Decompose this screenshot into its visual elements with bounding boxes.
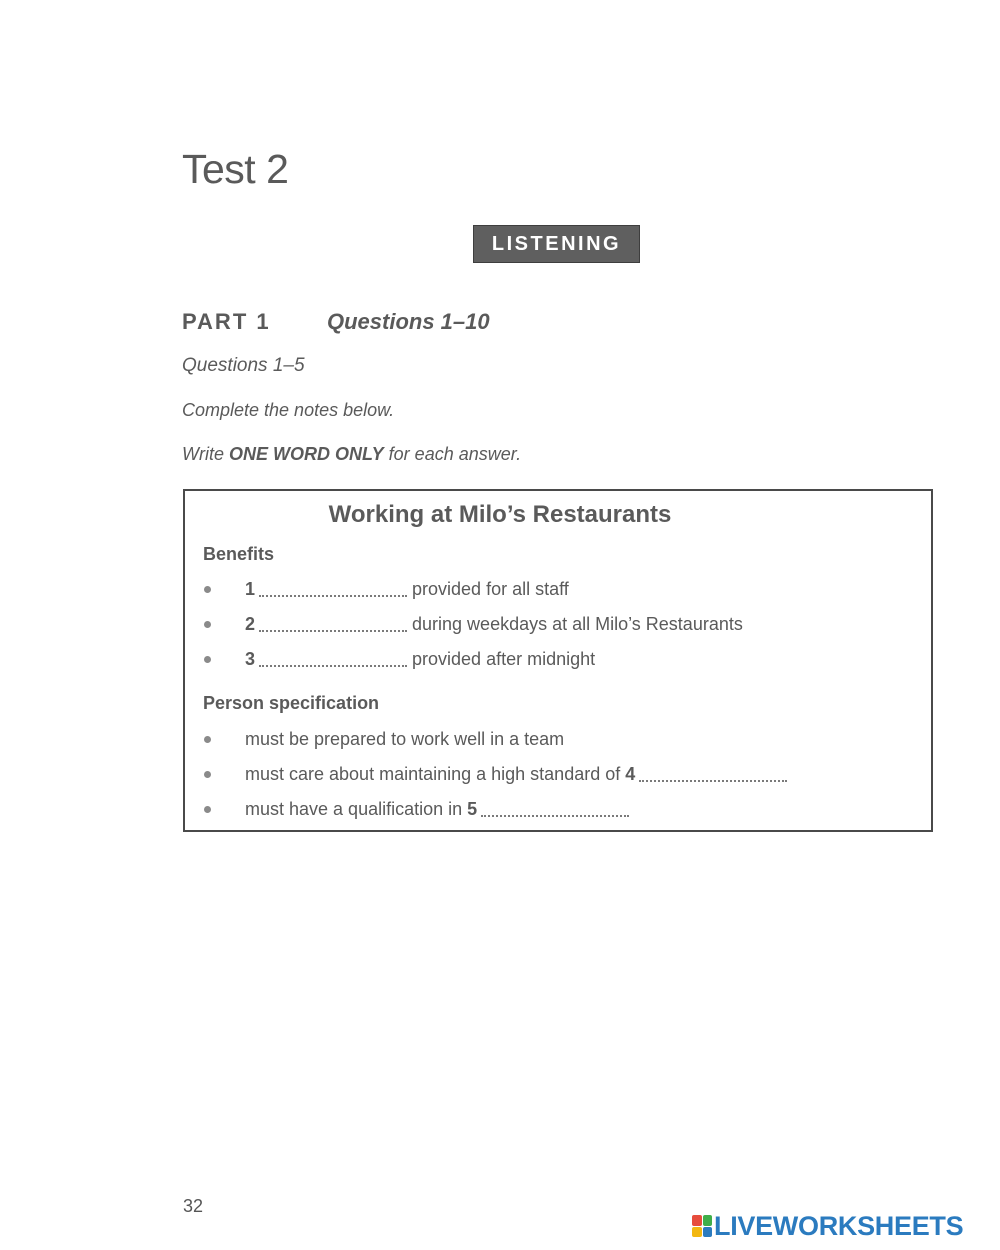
answer-blank-2[interactable] xyxy=(259,616,407,632)
liveworksheets-wordmark: LIVEWORKSHEETS xyxy=(714,1210,964,1241)
bullet-icon xyxy=(204,586,211,593)
part-questions: Questions 1–10 xyxy=(327,309,490,334)
list-item-text: during weekdays at all Milo’s Restaurants xyxy=(412,613,743,634)
list-item xyxy=(203,647,595,671)
bullet-icon xyxy=(204,771,211,778)
list-item xyxy=(203,727,564,751)
section-badge: LISTENING xyxy=(473,225,640,263)
instruction-suffix: for each answer. xyxy=(383,444,522,464)
test-title: Test 2 xyxy=(182,146,289,192)
notes-title: Working at Milo’s Restaurants xyxy=(328,501,672,528)
answer-blank-4[interactable] xyxy=(639,766,787,782)
instruction-complete: Complete the notes below. xyxy=(182,400,395,420)
instruction-word-limit xyxy=(182,444,521,465)
list-item-text: provided for all staff xyxy=(412,578,569,599)
page-number: 32 xyxy=(183,1196,204,1216)
bullet-icon xyxy=(204,736,211,743)
liveworksheets-icon xyxy=(692,1215,712,1237)
answer-blank-5[interactable] xyxy=(481,801,629,817)
question-number: 3 xyxy=(245,648,256,669)
bullet-icon xyxy=(204,656,211,663)
question-number: 5 xyxy=(467,798,478,819)
benefits-heading: Benefits xyxy=(203,544,275,564)
subquestions-heading: Questions 1–5 xyxy=(182,355,305,376)
list-item xyxy=(203,762,792,786)
list-item xyxy=(203,797,634,821)
list-item-text: must care about maintaining a high standard of xyxy=(245,763,621,784)
question-number: 1 xyxy=(245,578,256,599)
bullet-icon xyxy=(204,621,211,628)
question-number: 2 xyxy=(245,613,256,634)
instruction-prefix: Write xyxy=(182,444,229,464)
list-item-text: must be prepared to work well in a team xyxy=(245,728,565,749)
list-item-text: must have a qualification in xyxy=(245,798,463,819)
answer-blank-3[interactable] xyxy=(259,651,407,667)
answer-blank-1[interactable] xyxy=(259,581,407,597)
list-item xyxy=(203,612,743,636)
question-number: 4 xyxy=(625,763,636,784)
bullet-icon xyxy=(204,806,211,813)
list-item xyxy=(203,577,569,601)
instruction-word-limit-emphasis: ONE WORD ONLY xyxy=(229,444,384,464)
part-label: PART 1 xyxy=(182,309,271,334)
liveworksheets-logo xyxy=(692,1206,963,1246)
list-item-text: provided after midnight xyxy=(412,648,596,669)
person-spec-heading: Person specification xyxy=(203,693,380,713)
